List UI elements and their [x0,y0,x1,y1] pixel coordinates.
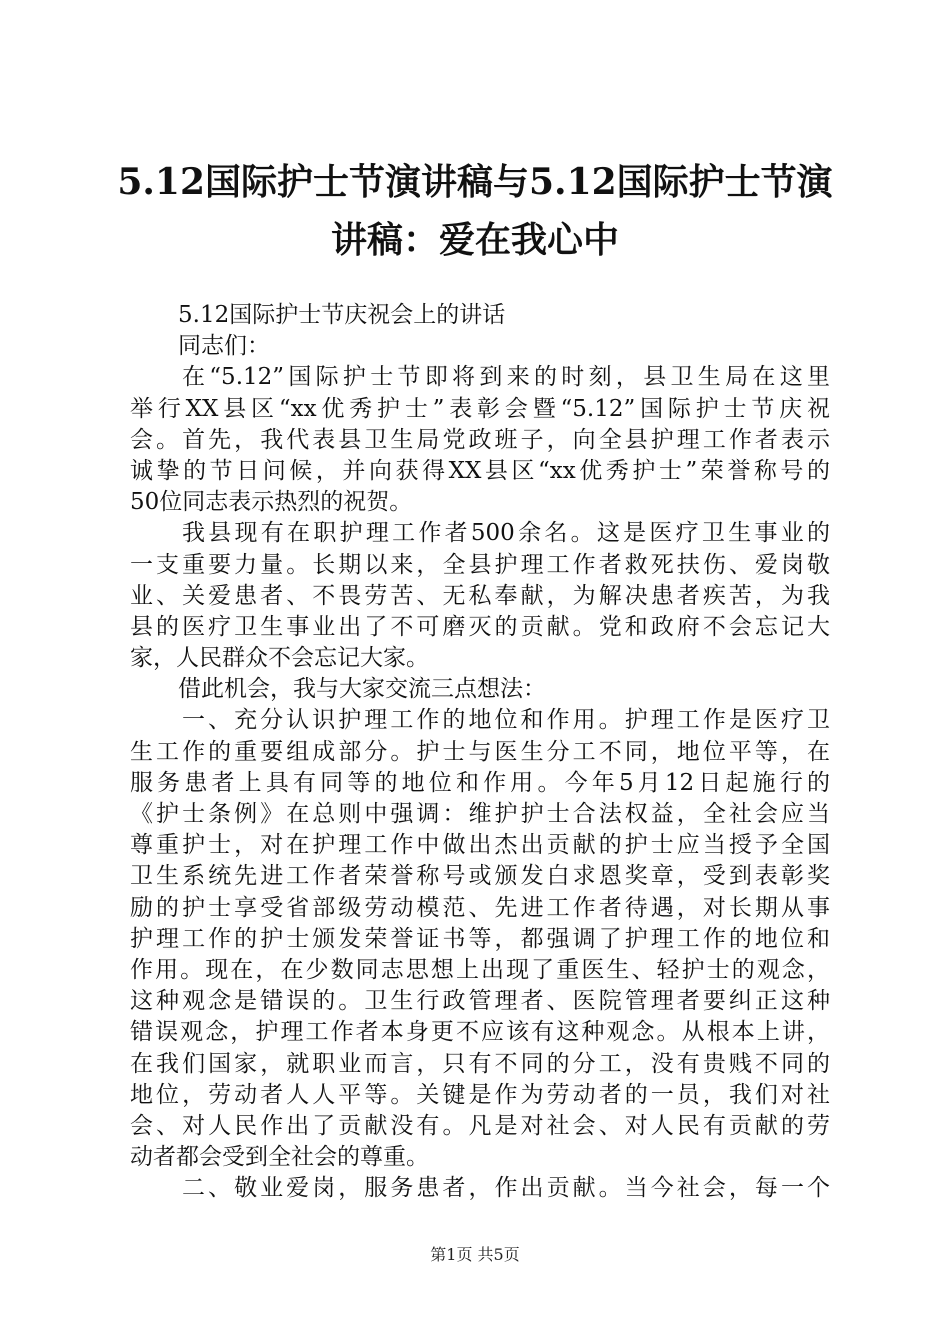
paragraph-line: 借此机会，我与大家交流三点想法： [178,676,546,703]
document-body [130,300,830,1204]
paragraph-line: 业、关爱患者、不畏劳苦、无私奉献，为解决患者疾苦，为我 [130,582,830,609]
paragraph-line: 县的医疗卫生事业出了不可磨灭的贡献。党和政府不会忘记大 [130,613,830,640]
paragraph-line: 二、敬业爱岗，服务患者，作出贡献。当今社会，每一个 [182,1175,830,1202]
paragraph-line: 动者都会受到全社会的尊重。 [130,1144,429,1171]
paragraph-line: 地位，劳动者人人平等。关键是作为劳动者的一员，我们对社 [130,1081,830,1108]
paragraph-line: 尊重护士，对在护理工作中做出杰出贡献的护士应当授予全国 [130,832,830,859]
paragraph-line: 错误观念，护理工作者本身更不应该有这种观念。从根本上讲， [130,1019,830,1046]
paragraph-line: 这种观念是错误的。卫生行政管理者、医院管理者要纠正这种 [130,988,830,1015]
paragraph-line: 在“5.12”国际护士节即将到来的时刻，县卫生局在这里 [182,364,830,391]
paragraph-line: 会。首先，我代表县卫生局党政班子，向全县护理工作者表示 [130,426,830,453]
paragraph-line: 护理工作的护士颁发荣誉证书等，都强调了护理工作的地位和 [130,925,830,952]
paragraph-line: 举行XX县区“xx优秀护士”表彰会暨“5.12”国际护士节庆祝 [130,395,830,422]
paragraph-line: 服务患者上具有同等的地位和作用。今年5月12日起施行的 [130,769,830,796]
page-number-footer: 第1页 共5页 [430,1245,520,1264]
paragraph-line: 在我们国家，就职业而言，只有不同的分工，没有贵贱不同的 [130,1050,830,1077]
paragraph-line: 家，人民群众不会忘记大家。 [130,645,429,672]
salutation: 同志们： [178,333,270,360]
speech-heading: 5.12国际护士节庆祝会上的讲话 [178,302,506,328]
paragraph-line: 我县现有在职护理工作者500余名。这是医疗卫生事业的 [182,520,830,547]
paragraph-line: 诚挚的节日问候，并向获得XX县区“xx优秀护士”荣誉称号的 [130,457,830,484]
paragraph-line: 50位同志表示热烈的祝贺。 [130,489,413,516]
paragraph-line: 会、对人民作出了贡献没有。凡是对社会、对人民有贡献的劳 [130,1112,830,1139]
paragraph-line: 生工作的重要组成部分。护士与医生分工不同，地位平等，在 [130,738,830,765]
paragraph-line: 卫生系统先进工作者荣誉称号或颁发白求恩奖章，受到表彰奖 [130,863,830,890]
paragraph-line: 一支重要力量。长期以来，全县护理工作者救死扶伤、爱岗敬 [130,551,830,578]
paragraph-line: 《护士条例》在总则中强调：维护护士合法权益，全社会应当 [130,801,830,827]
paragraph-line: 励的护士享受省部级劳动模范、先进工作者待遇，对长期从事 [130,894,830,921]
paragraph-line: 一、充分认识护理工作的地位和作用。护理工作是医疗卫 [182,707,830,734]
paragraph-line: 作用。现在，在少数同志思想上出现了重医生、轻护士的观念， [130,956,830,983]
document-title-line-2: 讲稿：爱在我心中 [330,219,619,261]
document-title-line-1: 5.12国际护士节演讲稿与5.12国际护士节演 [117,161,833,203]
